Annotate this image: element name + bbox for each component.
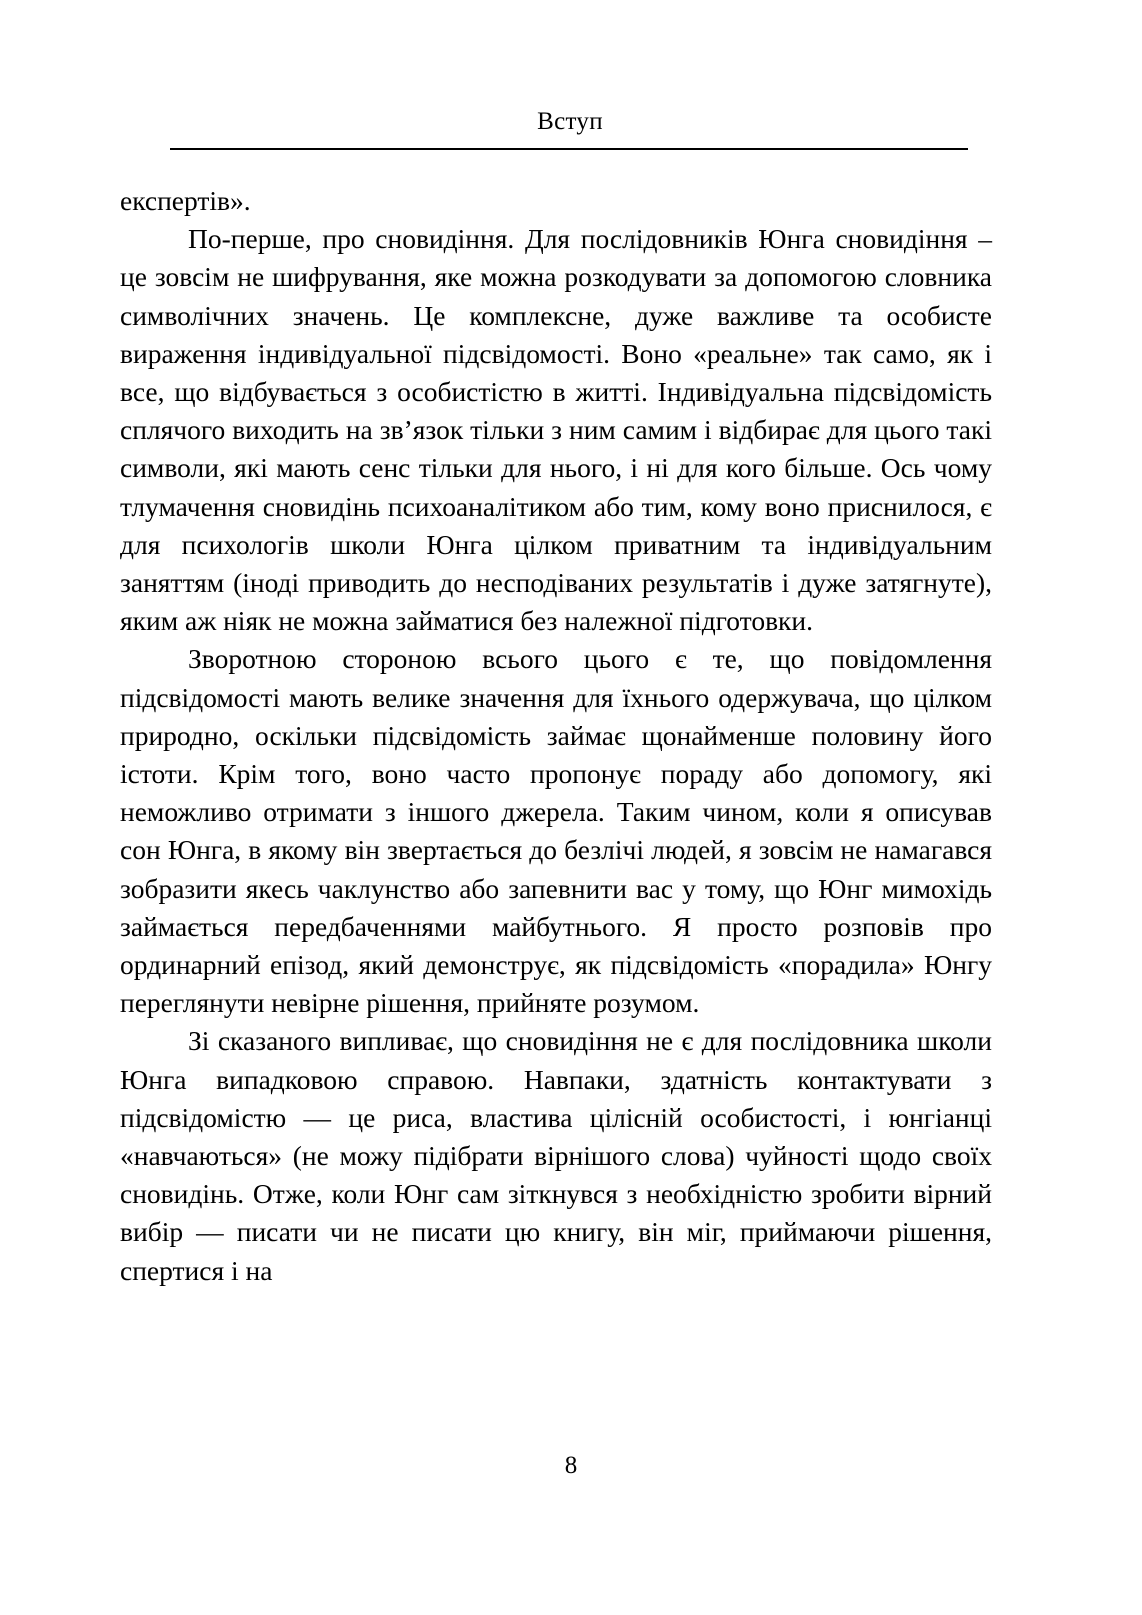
- body-text-column: [120, 182, 992, 1290]
- continued-line: експертів».: [120, 185, 251, 216]
- running-head: Вступ: [537, 108, 603, 135]
- header-divider-rule: [170, 148, 968, 150]
- paragraph-1: По-перше, про сновидіння. Для послідовників Юнга сновидіння – це зовсім не шифрування, яке можна розкодувати за допомогою словника символічних значень. Це комплексне, дуже важливе та особисте вираження індивідуальної підсвідомості. Воно «реальне» так само, як і все, що відбувається з особистістю в житті. Індивідуальна підсвідомість сплячого виходить на зв’язок тільки з ним самим і відбирає для цього такі символи, які мають сенс тільки для нього, і ні для кого більше. Ось чому тлумачення сновидінь психоаналітиком або тим, кому воно приснилося, є для психологів школи Юнга цілком приватним та індивідуальним заняттям (іноді приводить до несподіваних результатів і дуже затягнуте), яким аж ніяк не можна займатися без належної підготовки.: [120, 223, 992, 637]
- paragraph-2: Зворотною стороною всього цього є те, що повідомлення підсвідомості мають велике значення для їхнього одержувача, що цілком природно, оскільки підсвідомість займає щонайменше половину його істоти. Крім того, воно часто пропонує пораду або допомогу, які неможливо отримати з іншого джерела. Таким чином, коли я описував сон Юнга, в якому він звертається до безлічі людей, я зовсім не намагався зобразити якесь чаклунство або запевнити вас у тому, що Юнг мимохідь займається передбаченнями майбутнього. Я просто розповів про ординарний епізод, який демонструє, як підсвідомість «порадила» Юнгу переглянути невірне рішення, прийняте розумом.: [120, 643, 992, 1019]
- paragraph-3: Зі сказаного випливає, що сновидіння не є для послідовника школи Юнга випадковою справою. Навпаки, здатність контактувати з підсвідомістю — це риса, властива цілісній особистості, і юнгіанці «навчаються» (не можу підібрати вірнішого слова) чуйності щодо своїх сновидінь. Отже, коли Юнг сам зіткнувся з необхідністю зробити вірний вибір — писати чи не писати цю книгу, він міг, приймаючи рішення, спертися і на: [120, 1025, 992, 1286]
- page-number: 8: [564, 1452, 578, 1479]
